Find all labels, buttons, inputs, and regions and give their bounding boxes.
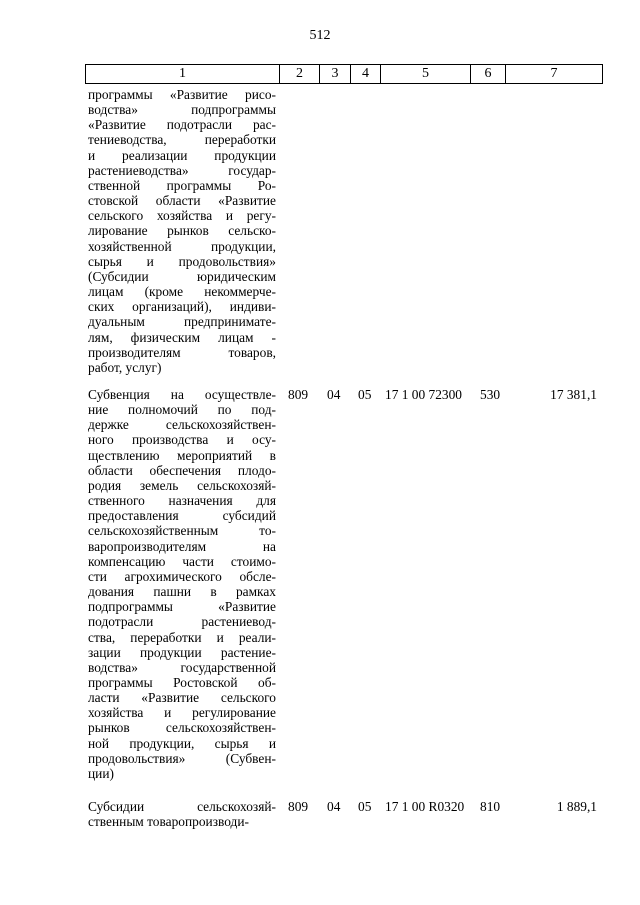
row-description-line: Субсидии сельскохозяй- (88, 799, 276, 814)
header-col-6: 6 (470, 65, 505, 83)
header-col-2: 2 (279, 65, 319, 83)
row-description-line: ной продукции, сырья и (88, 735, 276, 751)
header-col-7: 7 (505, 65, 602, 83)
row-description-line: родия земель сельскохозяй- (88, 477, 276, 493)
row-section: 04 (327, 387, 341, 402)
row-description-line: рынков сельскохозяйствен- (88, 720, 276, 736)
row-description-line: программы «Развитие рисо- (88, 87, 276, 102)
row-description-line: лицам (кроме некоммерче- (88, 284, 276, 300)
row-expense-type: 530 (480, 387, 501, 402)
row-description-line: дуальным предпринимате- (88, 314, 276, 330)
row-description-line: производителям товаров, (88, 344, 276, 360)
row-description-line: подпрограммы «Развитие (88, 599, 276, 615)
row-description-line: и реализации продукции (88, 147, 276, 163)
row-description-line: работ, услуг) (88, 359, 162, 375)
row-description-line: лям, физическим лицам - (88, 329, 276, 345)
header-col-1: 1 (179, 66, 186, 81)
table-header (85, 64, 603, 84)
table-row (88, 387, 276, 781)
row-sum: 1 889,1 (556, 799, 597, 814)
row-description-line: ществлению мероприятий в (88, 447, 276, 463)
row-description-line: сельскохозяйственным то- (88, 523, 276, 539)
row-description-line: компенсацию части стоимо- (88, 553, 276, 569)
header-col-4: 4 (350, 65, 380, 83)
row-description-line: ласти «Развитие сельского (88, 690, 276, 706)
row-description-line: ственного назначения для (88, 493, 276, 509)
row-description-line: ции) (88, 765, 114, 781)
row-sum: 17 381,1 (550, 387, 597, 402)
row-description-line: дования пашни в рамках (88, 584, 276, 600)
row-description-line: продовольствия» (Субвен- (88, 750, 276, 766)
header-col-3: 3 (319, 65, 350, 83)
row-description-line: растениеводства» государ- (88, 162, 276, 178)
row-description-line: хозяйственной продукции, (88, 238, 276, 254)
page-number: 512 (309, 28, 331, 43)
row-description-line: зации продукции растение- (88, 644, 276, 660)
row-description-line: хозяйства и регулирование (88, 705, 276, 721)
row-section: 04 (327, 799, 341, 814)
row-description-line: лирование рынков сельско- (88, 223, 276, 239)
row-description-line: предоставления субсидий (88, 508, 276, 524)
row-description-line: ственной программы Ро- (88, 177, 276, 193)
row-description-line: (Субсидии юридическим (88, 268, 276, 284)
row-subsection: 05 (358, 799, 372, 814)
row-description-line: сти агрохимического обсле- (88, 568, 276, 584)
row-description-line: держке сельскохозяйствен- (88, 417, 276, 433)
row-target-article: 17 1 00 72300 (385, 387, 462, 402)
row-description-line: программы Ростовской об- (88, 674, 276, 690)
row-description-line: ских организаций), индиви- (88, 299, 276, 315)
row-expense-type: 810 (480, 799, 501, 814)
row-description-line: области обеспечения плодо- (88, 462, 276, 478)
row-description-line: ного производства и осу- (88, 432, 276, 448)
row-description-line: сельского хозяйства и регу- (88, 208, 276, 224)
row-description-line: ства, переработки и реали- (88, 629, 276, 645)
row-description-line: Субвенция на осуществле- (88, 387, 276, 402)
row-gov-code: 809 (288, 387, 309, 402)
row-description-line: ние полномочий по под- (88, 402, 276, 418)
row-subsection: 05 (358, 387, 372, 402)
header-col-5: 5 (380, 65, 470, 83)
row-gov-code: 809 (288, 799, 309, 814)
row-description-line: водства» подпрограммы (88, 102, 276, 118)
row-description-line: водства» государственной (88, 659, 276, 675)
row-description-line: подотрасли растениевод- (88, 614, 276, 630)
table-row (88, 87, 276, 375)
row-description-line: тениеводства, переработки (88, 132, 276, 148)
row-target-article: 17 1 00 R0320 (385, 799, 465, 814)
table-row (88, 799, 276, 829)
row-description-line: стовской области «Развитие (88, 193, 276, 209)
row-description-line: сырья и продовольствия» (88, 253, 276, 269)
row-description-line: ственным товаропроизводи- (88, 814, 249, 830)
row-description-line: варопроизводителям на (88, 538, 276, 554)
row-description-line: «Развитие подотрасли рас- (88, 117, 276, 133)
